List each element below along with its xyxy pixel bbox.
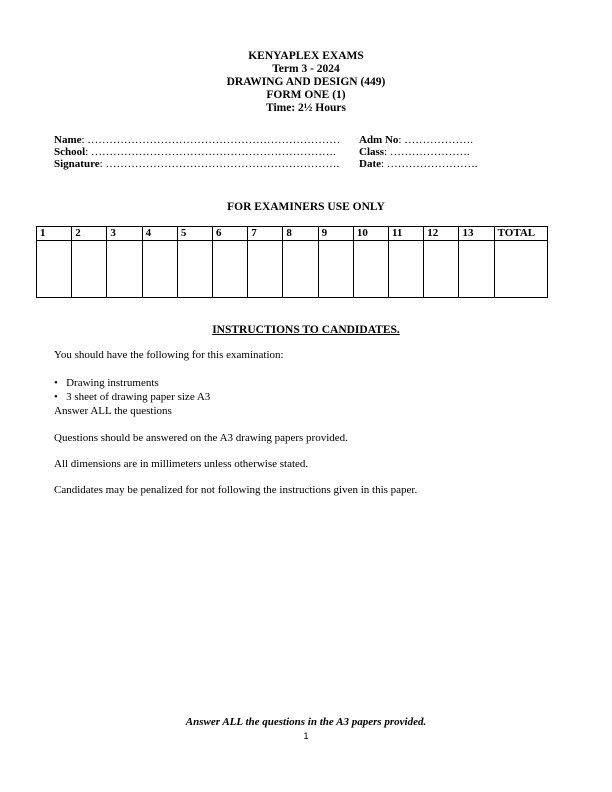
field-row: School: …………………………………………………………. — [54, 146, 336, 158]
field-input-line[interactable]: : …………………. — [384, 146, 470, 158]
score-column-header: TOTAL — [494, 227, 547, 241]
score-column-header: 11 — [389, 227, 424, 241]
score-cell[interactable] — [389, 241, 424, 298]
instruction-paragraph: Candidates may be penalized for not following the instructions given in this paper. — [54, 484, 418, 496]
score-column-header: 9 — [318, 227, 353, 241]
score-cell[interactable] — [424, 241, 459, 298]
score-column-header: 10 — [353, 227, 388, 241]
instructions-title: INSTRUCTIONS TO CANDIDATES. — [212, 324, 400, 336]
footer-note: Answer ALL the questions in the A3 papers provided. — [185, 716, 427, 728]
exam-time: Time: 2½ Hours — [266, 102, 346, 114]
score-cell[interactable] — [248, 241, 283, 298]
score-cell[interactable] — [142, 241, 177, 298]
score-cell[interactable] — [318, 241, 353, 298]
instruction-paragraph: All dimensions are in millimeters unless otherwise stated. — [54, 458, 309, 470]
exam-org: KENYAPLEX EXAMS — [248, 50, 364, 62]
page-number: 1 — [303, 731, 309, 741]
instructions-intro: You should have the following for this examination: — [54, 349, 284, 361]
field-row: Name: …………………………………………………………… — [54, 134, 341, 146]
score-cell[interactable] — [177, 241, 212, 298]
score-cell[interactable] — [213, 241, 248, 298]
score-cell[interactable] — [37, 241, 72, 298]
score-column-header: 8 — [283, 227, 318, 241]
score-cell[interactable] — [494, 241, 547, 298]
score-column-header: 1 — [37, 227, 72, 241]
score-column-header: 4 — [142, 227, 177, 241]
answer-all-text: Answer ALL the questions — [54, 405, 172, 417]
field-input-line[interactable]: : ………………………………………………………. — [99, 158, 340, 170]
score-column-header: 12 — [424, 227, 459, 241]
score-column-header: 7 — [248, 227, 283, 241]
instruction-paragraph: Questions should be answered on the A3 drawing papers provided. — [54, 432, 348, 444]
examiners-title: FOR EXAMINERS USE ONLY — [227, 201, 385, 213]
bullet-icon: • — [54, 391, 67, 403]
score-cell[interactable] — [353, 241, 388, 298]
score-column-header: 2 — [72, 227, 107, 241]
score-column-header: 13 — [459, 227, 494, 241]
exam-subject: DRAWING AND DESIGN (449) — [226, 76, 386, 88]
bullet-item: • 3 sheet of drawing paper size A3 — [54, 391, 211, 403]
field-row: Class: …………………. — [359, 146, 470, 158]
score-column-header: 5 — [177, 227, 212, 241]
score-column-header: 3 — [107, 227, 142, 241]
field-row: Date: ……………………. — [359, 158, 478, 170]
field-row: Adm No: ………………. — [359, 134, 473, 146]
field-row: Signature: ………………………………………………………. — [54, 158, 340, 170]
score-cell[interactable] — [72, 241, 107, 298]
score-column-header: 6 — [213, 227, 248, 241]
examiners-table — [36, 226, 548, 298]
field-input-line[interactable]: : …………………………………………………………… — [81, 134, 341, 146]
exam-form: FORM ONE (1) — [266, 89, 346, 101]
field-input-line[interactable]: : …………………………………………………………. — [85, 146, 336, 158]
exam-term: Term 3 - 2024 — [272, 63, 340, 75]
exam-header — [0, 50, 612, 115]
field-input-line[interactable]: : ……………………. — [381, 158, 478, 170]
bullet-item: • Drawing instruments — [54, 377, 159, 389]
score-cell[interactable] — [283, 241, 318, 298]
score-cell[interactable] — [459, 241, 494, 298]
score-cell[interactable] — [107, 241, 142, 298]
field-input-line[interactable]: : ………………. — [398, 134, 473, 146]
bullet-icon: • — [54, 377, 67, 389]
